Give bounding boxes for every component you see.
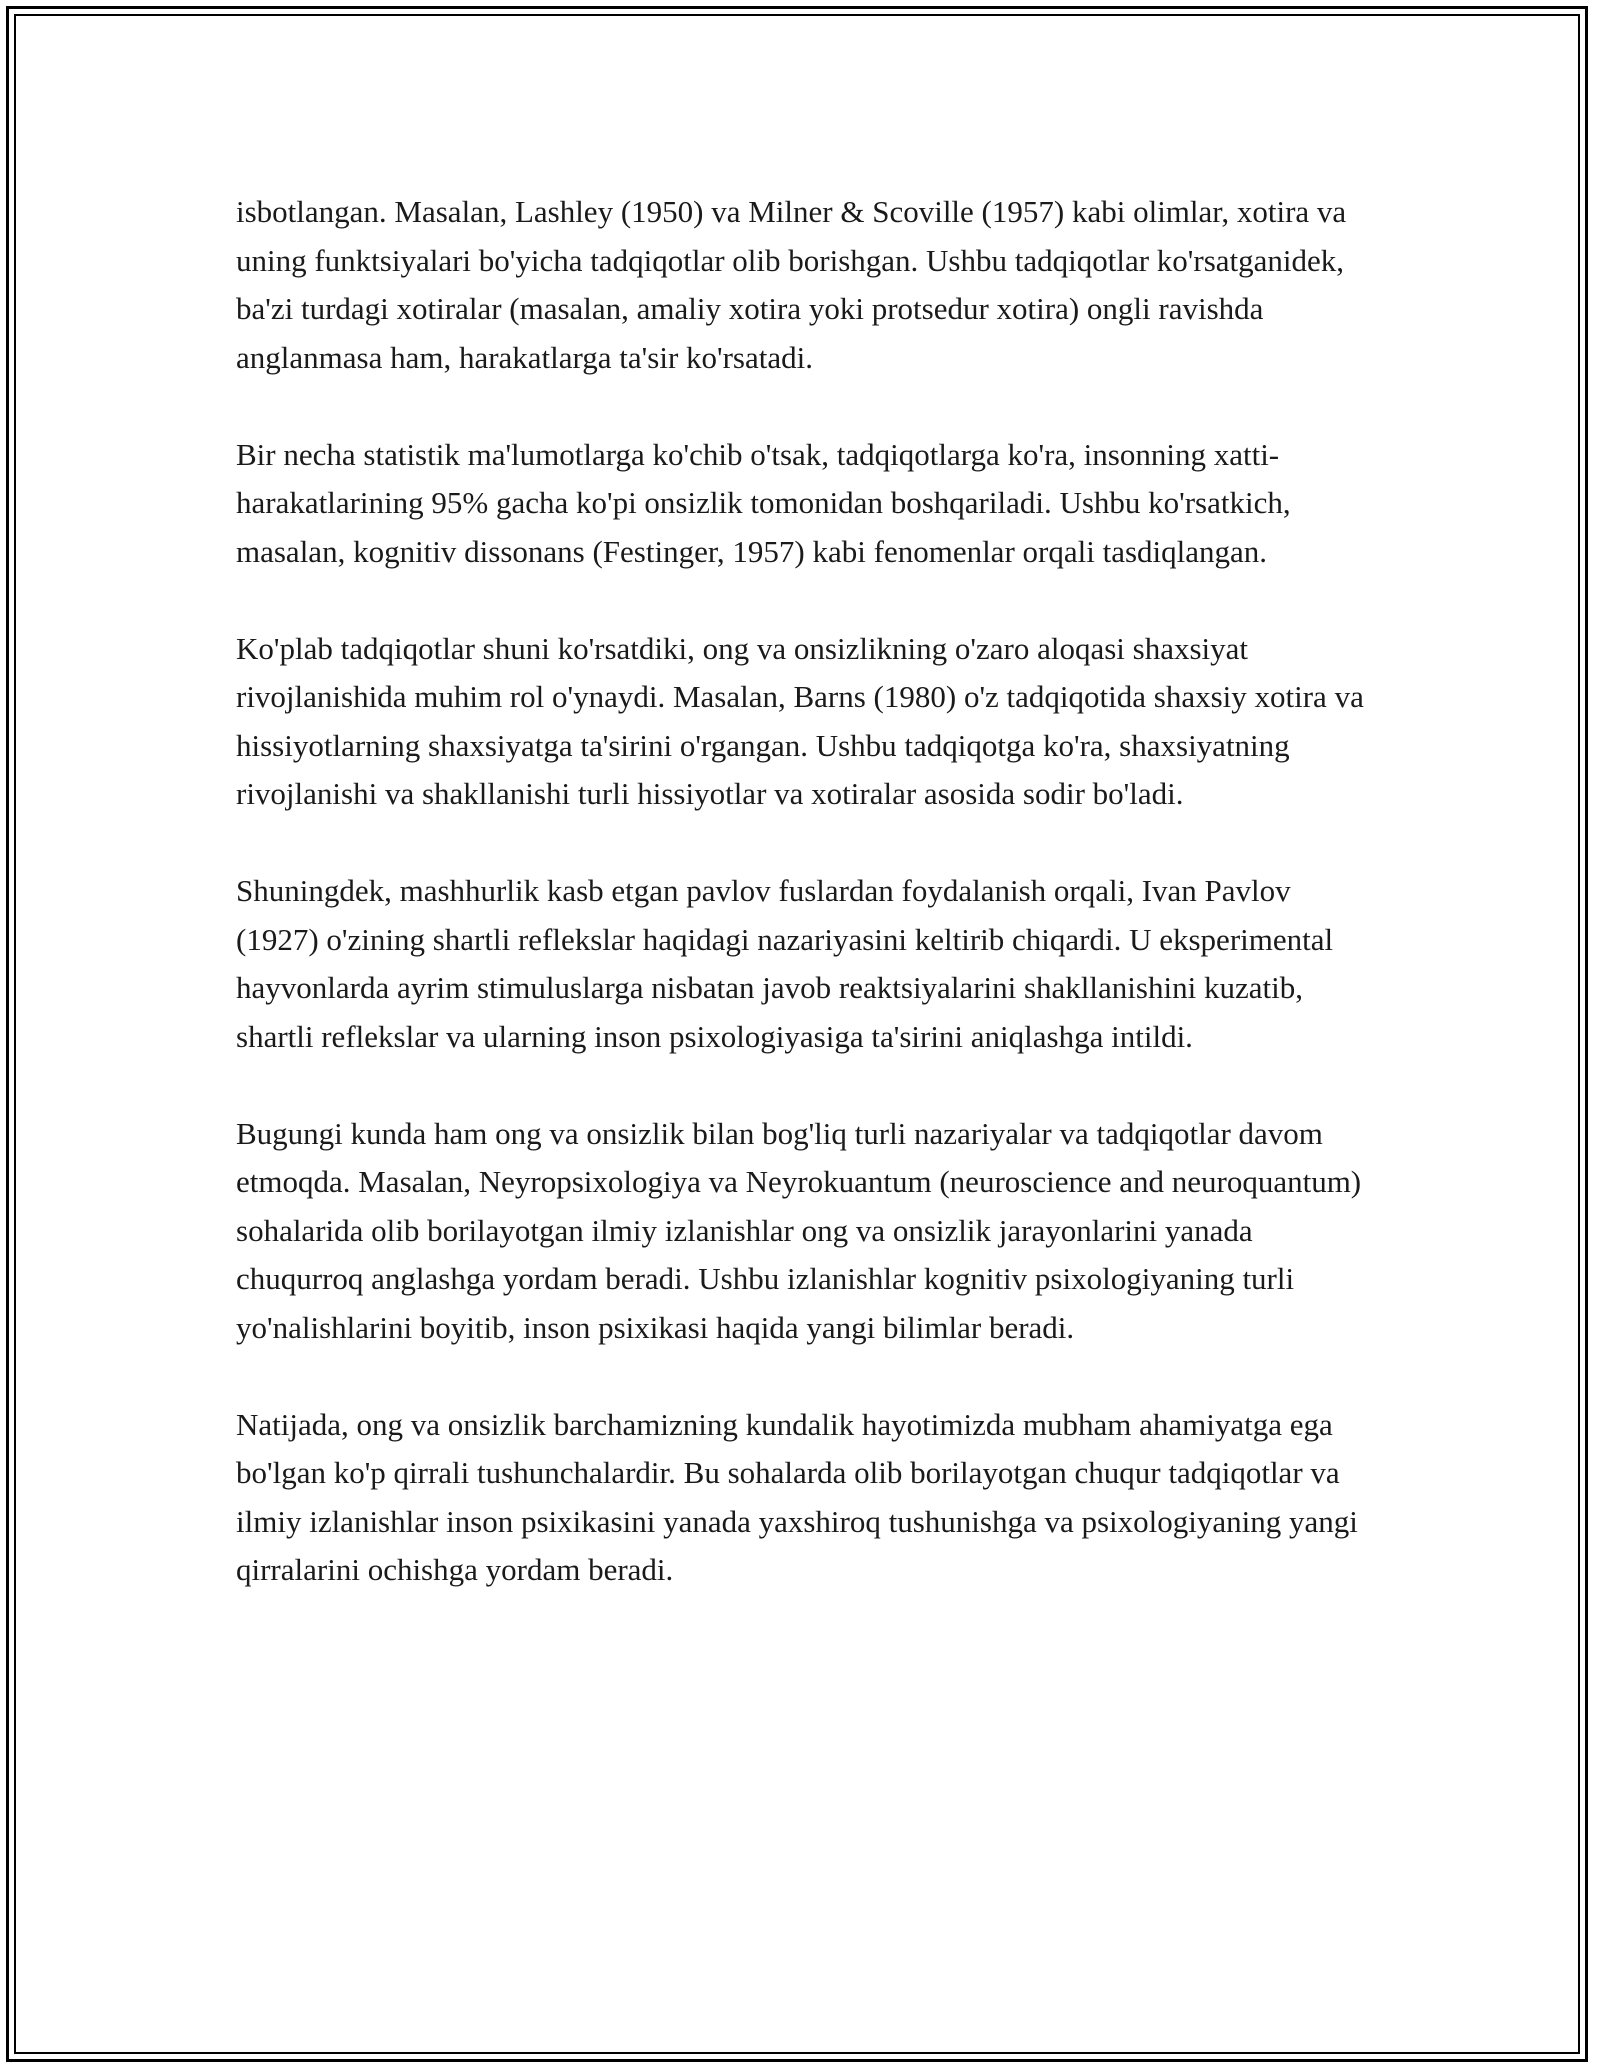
paragraph-1: isbotlangan. Masalan, Lashley (1950) va Milner & Scoville (1957) kabi olimlar, xotira va uning funktsiyalari bo'yicha tadqiqotlar olib borishgan. Ushbu tadqiqotlar ko'rsatganidek, ba'zi turdagi xotiralar (masalan, amaliy xotira yoki protsedur xotira) ongli ravishda anglanmasa ham, harakatlarga ta'sir ko'rsatadi. bbox=[236, 194, 1347, 375]
paragraph-6: Natijada, ong va onsizlik barchamizning kundalik hayotimizda mubham ahamiyatga ega bo'lgan ko'p qirrali tushunchalardir. Bu sohalarda olib borilayotgan chuqur tadqiqotlar va ilmiy izlanishlar inson psixikasini yanada yaxshiroq tushunishga va psixologiyaning yangi qirralarini ochishga yordam beradi. bbox=[236, 1406, 1358, 1587]
paragraph-3: Ko'plab tadqiqotlar shuni ko'rsatdiki, ong va onsizlikning o'zaro aloqasi shaxsiyat rivojlanishida muhim rol o'ynaydi. Masalan, Barns (1980) o'z tadqiqotida shaxsiy xotira va hissiyotlarning shaxsiyatga ta'sirini o'rgangan. Ushbu tadqiqotga ko'ra, shaxsiyatning rivojlanishi va shakllanishi turli hissiyotlar va xotiralar asosida sodir bo'ladi. bbox=[236, 630, 1364, 811]
paragraph-2: Bir necha statistik ma'lumotlarga ko'chib o'tsak, tadqiqotlarga ko'ra, insonning xatti-harakatlarining 95% gacha ko'pi onsizlik tomonidan boshqariladi. Ushbu ko'rsatkich, masalan, kognitiv dissonans (Festinger, 1957) kabi fenomenlar orqali tasdiqlangan. bbox=[236, 436, 1291, 569]
paragraph-4: Shuningdek, mashhurlik kasb etgan pavlov fuslardan foydalanish orqali, Ivan Pavlov (1927) o'zining shartli reflekslar haqidagi nazariyasini keltirib chiqardi. U eksperimental hayvonlarda ayrim stimuluslarga nisbatan javob reaktsiyalarini shakllanishini kuzatib, shartli reflekslar va ularning inson psixologiyasiga ta'sirini aniqlashga intildi. bbox=[236, 873, 1334, 1054]
document-body bbox=[236, 188, 1366, 1595]
paragraph-5: Bugungi kunda ham ong va onsizlik bilan bog'liq turli nazariyalar va tadqiqotlar davom etmoqda. Masalan, Neyropsixologiya va Neyrokuantum (neuroscience and neuroquantum) sohalarida olib borilayotgan ilmiy izlanishlar ong va onsizlik jarayonlarini yanada chuqurroq anglashga yordam beradi. Ushbu izlanishlar kognitiv psixologiyaning turli yo'nalishlarini boyitib, inson psixikasi haqida yangi bilimlar beradi. bbox=[236, 1115, 1362, 1345]
